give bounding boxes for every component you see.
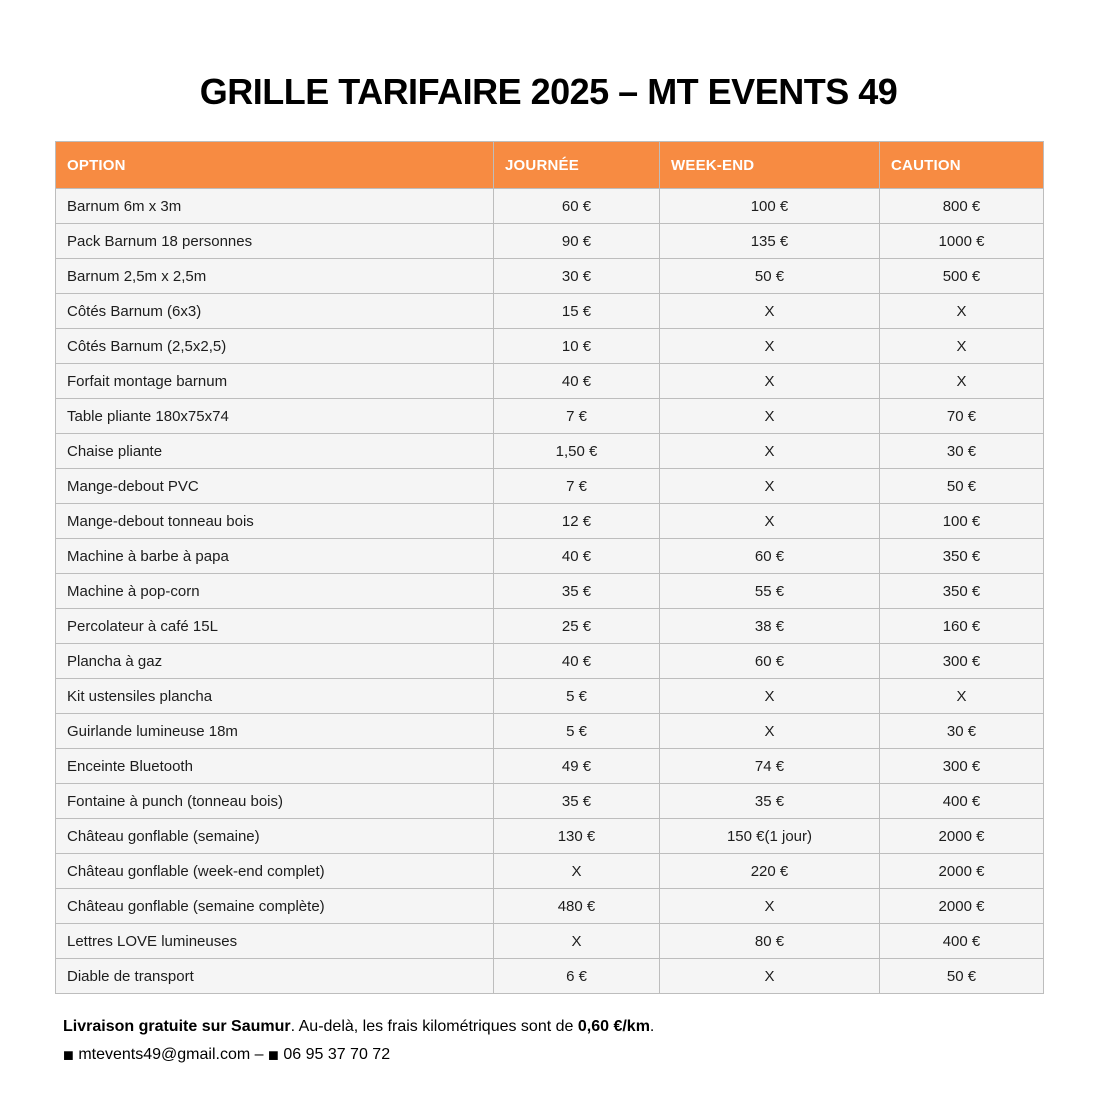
price-cell: 100 € <box>880 504 1044 539</box>
option-cell: Barnum 6m x 3m <box>56 189 494 224</box>
price-cell: 400 € <box>880 924 1044 959</box>
price-cell: 130 € <box>494 819 660 854</box>
table-row <box>56 854 1044 889</box>
table-row <box>56 224 1044 259</box>
price-cell: X <box>660 714 880 749</box>
price-cell: 35 € <box>660 784 880 819</box>
contact-line <box>63 1041 1097 1069</box>
price-cell: 15 € <box>494 294 660 329</box>
delivery-note <box>63 1013 1097 1041</box>
table-row <box>56 889 1044 924</box>
price-cell: 100 € <box>660 189 880 224</box>
option-cell: Château gonflable (semaine complète) <box>56 889 494 924</box>
price-cell: 74 € <box>660 749 880 784</box>
price-cell: 800 € <box>880 189 1044 224</box>
price-cell: 30 € <box>494 259 660 294</box>
price-cell: 12 € <box>494 504 660 539</box>
option-cell: Barnum 2,5m x 2,5m <box>56 259 494 294</box>
option-cell: Diable de transport <box>56 959 494 994</box>
price-cell: 135 € <box>660 224 880 259</box>
table-row <box>56 434 1044 469</box>
price-cell: 1,50 € <box>494 434 660 469</box>
price-cell: 350 € <box>880 574 1044 609</box>
table-row <box>56 784 1044 819</box>
column-header-caution: CAUTION <box>880 142 1044 189</box>
price-cell: X <box>660 294 880 329</box>
table-row <box>56 399 1044 434</box>
option-cell: Château gonflable (week-end complet) <box>56 854 494 889</box>
phone-text: 06 95 37 70 72 <box>283 1046 391 1063</box>
option-cell: Côtés Barnum (2,5x2,5) <box>56 329 494 364</box>
table-row <box>56 714 1044 749</box>
option-cell: Percolateur à café 15L <box>56 609 494 644</box>
option-cell: Machine à barbe à papa <box>56 539 494 574</box>
delivery-note-text: . Au-delà, les frais kilométriques sont de <box>290 1018 578 1035</box>
price-cell: 60 € <box>660 539 880 574</box>
table-row <box>56 364 1044 399</box>
table-row <box>56 504 1044 539</box>
table-row <box>56 924 1044 959</box>
page-title: GRILLE TARIFAIRE 2025 – MT EVENTS 49 <box>199 71 898 112</box>
option-cell: Forfait montage barnum <box>56 364 494 399</box>
option-cell: Château gonflable (semaine) <box>56 819 494 854</box>
price-cell: 300 € <box>880 644 1044 679</box>
option-cell: Pack Barnum 18 personnes <box>56 224 494 259</box>
table-row <box>56 644 1044 679</box>
email-icon: ■ <box>63 1045 74 1065</box>
pricing-table <box>55 141 1044 994</box>
price-cell: 40 € <box>494 644 660 679</box>
column-header-option: OPTION <box>56 142 494 189</box>
price-cell: 220 € <box>660 854 880 889</box>
price-cell: 25 € <box>494 609 660 644</box>
price-cell: X <box>660 959 880 994</box>
price-cell: 50 € <box>880 469 1044 504</box>
price-cell: 6 € <box>494 959 660 994</box>
price-cell: 50 € <box>880 959 1044 994</box>
table-row <box>56 539 1044 574</box>
table-row <box>56 329 1044 364</box>
table-row <box>56 574 1044 609</box>
option-cell: Kit ustensiles plancha <box>56 679 494 714</box>
table-row <box>56 749 1044 784</box>
table-row <box>56 189 1044 224</box>
km-rate: 0,60 €/km <box>577 1018 650 1035</box>
pricing-table-body <box>56 189 1044 994</box>
footer <box>63 1013 1097 1069</box>
price-cell: 7 € <box>494 469 660 504</box>
price-cell: 400 € <box>880 784 1044 819</box>
price-cell: X <box>494 854 660 889</box>
option-cell: Guirlande lumineuse 18m <box>56 714 494 749</box>
price-cell: 30 € <box>880 714 1044 749</box>
price-cell: 40 € <box>494 539 660 574</box>
price-cell: X <box>660 679 880 714</box>
price-cell: X <box>660 364 880 399</box>
option-cell: Mange-debout PVC <box>56 469 494 504</box>
price-cell: X <box>660 889 880 924</box>
price-cell: 300 € <box>880 749 1044 784</box>
column-header-weekend: WEEK-END <box>660 142 880 189</box>
delivery-note-bold: Livraison gratuite sur Saumur <box>63 1018 291 1035</box>
price-cell: X <box>660 329 880 364</box>
option-cell: Table pliante 180x75x74 <box>56 399 494 434</box>
price-cell: X <box>880 679 1044 714</box>
price-cell: 70 € <box>880 399 1044 434</box>
price-cell: 60 € <box>494 189 660 224</box>
price-cell: X <box>880 294 1044 329</box>
column-header-journee: JOURNÉE <box>494 142 660 189</box>
price-cell: X <box>660 504 880 539</box>
price-cell: 2000 € <box>880 889 1044 924</box>
price-cell: 500 € <box>880 259 1044 294</box>
option-cell: Enceinte Bluetooth <box>56 749 494 784</box>
price-cell: X <box>660 434 880 469</box>
price-cell: 5 € <box>494 714 660 749</box>
price-cell: X <box>880 329 1044 364</box>
price-cell: 40 € <box>494 364 660 399</box>
price-cell: 2000 € <box>880 819 1044 854</box>
price-cell: 350 € <box>880 539 1044 574</box>
price-cell: 50 € <box>660 259 880 294</box>
table-row <box>56 469 1044 504</box>
price-cell: 80 € <box>660 924 880 959</box>
table-row <box>56 679 1044 714</box>
table-row <box>56 259 1044 294</box>
price-cell: 1000 € <box>880 224 1044 259</box>
price-cell: 7 € <box>494 399 660 434</box>
price-cell: X <box>660 469 880 504</box>
price-cell: 35 € <box>494 784 660 819</box>
price-cell: 30 € <box>880 434 1044 469</box>
email-text: mtevents49@gmail.com <box>78 1046 251 1063</box>
price-cell: X <box>880 364 1044 399</box>
price-cell: 38 € <box>660 609 880 644</box>
table-header-row <box>56 142 1044 189</box>
price-cell: 480 € <box>494 889 660 924</box>
price-cell: X <box>660 399 880 434</box>
price-cell: X <box>494 924 660 959</box>
option-cell: Chaise pliante <box>56 434 494 469</box>
price-cell: 35 € <box>494 574 660 609</box>
price-cell: 10 € <box>494 329 660 364</box>
delivery-note-period: . <box>649 1018 655 1035</box>
option-cell: Lettres LOVE lumineuses <box>56 924 494 959</box>
price-cell: 160 € <box>880 609 1044 644</box>
table-row <box>56 609 1044 644</box>
price-cell: 60 € <box>660 644 880 679</box>
option-cell: Fontaine à punch (tonneau bois) <box>56 784 494 819</box>
price-cell: 90 € <box>494 224 660 259</box>
price-cell: 55 € <box>660 574 880 609</box>
price-cell: 49 € <box>494 749 660 784</box>
phone-icon: ■ <box>268 1045 279 1065</box>
option-cell: Mange-debout tonneau bois <box>56 504 494 539</box>
option-cell: Machine à pop-corn <box>56 574 494 609</box>
price-cell: 150 €(1 jour) <box>660 819 880 854</box>
price-cell: 2000 € <box>880 854 1044 889</box>
table-row <box>56 294 1044 329</box>
option-cell: Côtés Barnum (6x3) <box>56 294 494 329</box>
table-row <box>56 959 1044 994</box>
contact-separator: – <box>254 1046 264 1063</box>
option-cell: Plancha à gaz <box>56 644 494 679</box>
price-cell: 5 € <box>494 679 660 714</box>
table-row <box>56 819 1044 854</box>
